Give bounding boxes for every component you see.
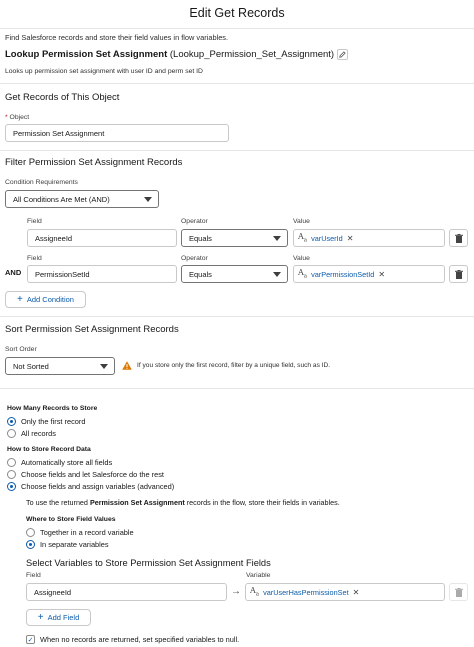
radio-only-first[interactable] (7, 417, 85, 426)
filter-field-label: Field (27, 255, 42, 262)
radio-choose-fields-auto[interactable] (7, 470, 164, 479)
condition-requirements-label: Condition Requirements (5, 179, 78, 186)
radio-button[interactable] (26, 528, 35, 537)
element-heading (5, 49, 348, 60)
filter-operator-value: Equals (189, 233, 212, 243)
select-variables-heading: Select Variables to Store Permission Set Assignment Fields (26, 558, 271, 568)
trash-icon (455, 270, 463, 279)
radio-button[interactable] (7, 417, 16, 426)
radio-button[interactable] (7, 429, 16, 438)
radio-label: Only the first record (21, 417, 86, 426)
section-divider (0, 316, 474, 317)
filter-operator-value: Equals (189, 269, 212, 279)
pencil-icon[interactable] (337, 49, 348, 60)
trash-icon (455, 588, 463, 597)
where-store-label: Where to Store Field Values (26, 516, 116, 523)
sort-order-value: Not Sorted (13, 361, 49, 371)
object-input[interactable]: Permission Set Assignment (5, 124, 229, 142)
radio-label: Automatically store all fields (21, 458, 113, 467)
checkbox[interactable]: ✓ (27, 636, 34, 644)
radio-label: Together in a record variable (40, 528, 134, 537)
radio-auto-store[interactable] (7, 458, 112, 467)
delete-field-button[interactable] (449, 583, 468, 601)
radio-label: All records (21, 429, 56, 438)
condition-requirements-value: All Conditions Are Met (AND) (13, 194, 110, 204)
trash-icon (455, 234, 463, 243)
warning-icon (122, 361, 132, 372)
section-divider (0, 150, 474, 151)
filter-value-label: Value (293, 255, 310, 262)
variable-pill: varUserHasPermissionSet (263, 587, 349, 597)
assign-variable-label: Variable (246, 572, 271, 579)
sort-order-label: Sort Order (5, 346, 37, 353)
radio-label: Choose fields and assign variables (advanced) (21, 482, 175, 491)
condition-requirements-select[interactable] (5, 190, 159, 208)
element-label: Lookup Permission Set Assignment (5, 49, 168, 61)
chevron-down-icon (273, 272, 281, 277)
section-divider (0, 388, 474, 389)
radio-label: Choose fields and let Salesforce do the rest (21, 470, 164, 479)
header-divider (0, 28, 474, 29)
filter-value-input[interactable] (293, 265, 445, 283)
null-option[interactable] (26, 635, 239, 644)
plus-icon: + (17, 294, 23, 305)
store-info-text: To use the returned Permission Set Assignment records in the flow, store their fields in variables. (26, 498, 340, 507)
filter-value-label: Value (293, 218, 310, 225)
null-option-label: When no records are returned, set specified variables to null. (40, 635, 240, 644)
radio-button[interactable] (7, 482, 16, 491)
modal-title: Edit Get Records (189, 6, 285, 20)
chevron-down-icon (273, 236, 281, 241)
modal-intro: Find Salesforce records and store their field values in flow variables. (5, 33, 229, 42)
delete-condition-button[interactable] (449, 229, 468, 247)
add-field-label: Add Field (47, 613, 80, 622)
text-variable-icon: $A_a$ (250, 586, 260, 598)
sort-order-select[interactable] (5, 357, 115, 375)
value-pill: varPermissionSetId (311, 269, 375, 279)
radio-all-records[interactable] (7, 429, 56, 438)
delete-condition-button[interactable] (449, 265, 468, 283)
add-condition-button[interactable] (5, 291, 86, 308)
arrow-right-icon: → (231, 586, 241, 597)
radio-record-variable[interactable] (26, 528, 134, 537)
sort-warning-text: If you store only the first record, filter by a unique field, such as ID. (137, 362, 331, 369)
close-icon[interactable]: ✕ (346, 233, 354, 243)
filter-operator-label: Operator (181, 255, 208, 262)
element-api-name: (Lookup_Permission_Set_Assignment) (169, 49, 335, 61)
filter-section-heading: Filter Permission Set Assignment Records (5, 157, 183, 168)
filter-operator-select[interactable] (181, 229, 288, 247)
filter-value-input[interactable] (293, 229, 445, 247)
how-many-label: How Many Records to Store (7, 405, 98, 412)
radio-button[interactable] (26, 540, 35, 549)
assign-field-label: Field (26, 572, 41, 579)
radio-separate-variables[interactable] (26, 540, 109, 549)
radio-label: In separate variables (40, 540, 109, 549)
radio-button[interactable] (7, 458, 16, 467)
radio-choose-fields-advanced[interactable] (7, 482, 174, 491)
assign-field-input[interactable]: AssigneeId (26, 583, 227, 601)
object-section-heading: Get Records of This Object (5, 92, 120, 103)
and-label: AND (5, 268, 22, 277)
clipped-top-text (0, 0, 474, 3)
text-variable-icon: $A_a$ (298, 268, 308, 280)
add-condition-label: Add Condition (26, 295, 74, 304)
filter-operator-label: Operator (181, 218, 208, 225)
filter-field-label: Field (27, 218, 42, 225)
chevron-down-icon (100, 364, 108, 369)
filter-operator-select[interactable] (181, 265, 288, 283)
object-label: * Object (5, 114, 30, 121)
filter-field-input[interactable]: PermissionSetId (27, 265, 177, 283)
how-store-label: How to Store Record Data (7, 446, 91, 453)
section-divider (0, 83, 474, 84)
text-variable-icon: $A_a$ (298, 232, 308, 244)
plus-icon: + (37, 612, 44, 623)
value-pill: varUserId (311, 233, 343, 243)
chevron-down-icon (144, 197, 152, 202)
element-description: Looks up permission set assignment with user ID and perm set ID (5, 68, 203, 75)
assign-variable-input[interactable] (245, 583, 445, 601)
add-field-button[interactable] (26, 609, 91, 626)
filter-field-input[interactable]: AssigneeId (27, 229, 177, 247)
close-icon[interactable]: ✕ (352, 587, 360, 597)
close-icon[interactable]: ✕ (378, 269, 386, 279)
sort-section-heading: Sort Permission Set Assignment Records (5, 324, 179, 335)
radio-button[interactable] (7, 470, 16, 479)
